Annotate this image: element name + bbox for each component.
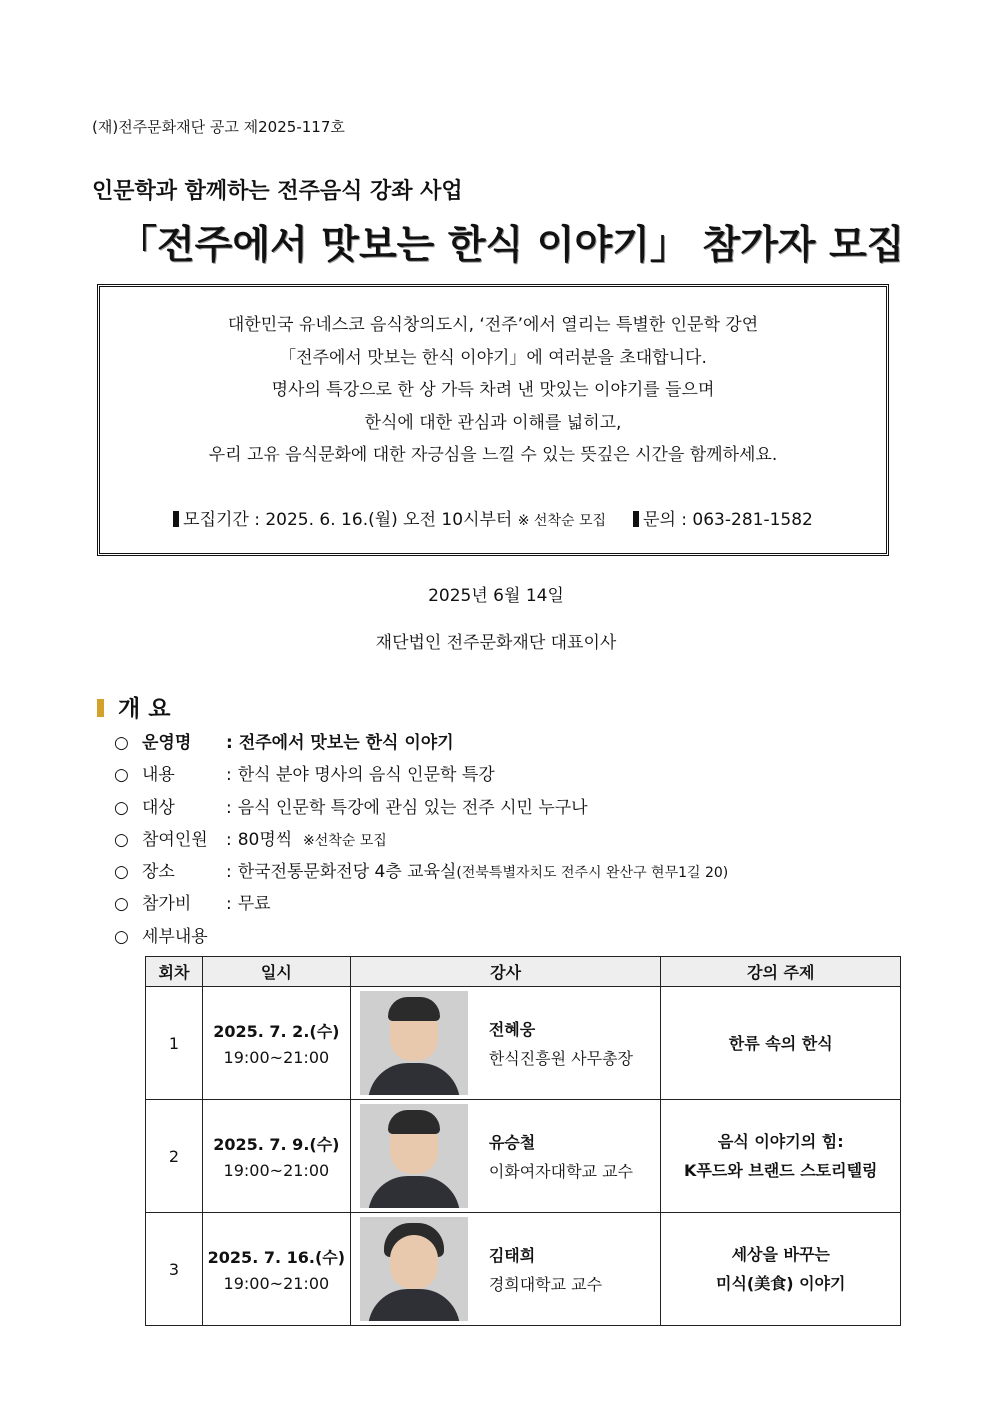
topic-line: 미식(美食) 이야기 [715, 1274, 846, 1293]
lecturer-affiliation: 한식진흥원 사무총장 [488, 1049, 634, 1068]
overview-item: ○ 장소 : 한국전통문화전당 4층 교육실(전북특별자치도 전주시 완산구 현무1길 20) [114, 856, 728, 888]
section-marker-icon [97, 699, 104, 717]
section-heading [97, 690, 170, 723]
overview-value: 한국전통문화전당 4층 교육실 [237, 862, 457, 883]
session-date: 2025. 7. 16.(수) [207, 1248, 346, 1267]
overview-list [114, 727, 728, 953]
circle-bullet-icon: ○ [114, 797, 129, 818]
lecturer-cell [350, 1213, 661, 1326]
notice-number: (재)전주문화재단 공고 제2025-117호 [92, 118, 345, 136]
session-time: 19:00~21:00 [223, 1274, 330, 1293]
overview-note: ※선착순 모집 [303, 832, 387, 849]
recruit-note: ※ 선착순 모집 [517, 513, 607, 529]
topic-line: K푸드와 브랜드 스토리텔링 [683, 1161, 878, 1180]
lecture-topic [661, 1100, 901, 1213]
overview-label: 참여인원 [142, 829, 208, 850]
overview-label: 세부내용 [142, 926, 208, 947]
lecturer-photo [360, 1217, 468, 1321]
page-subtitle: 인문학과 함께하는 전주음식 강좌 사업 [92, 179, 463, 204]
intro-line: 명사의 특강으로 한 상 가득 차려 낸 맛있는 이야기를 들으며 [271, 380, 715, 400]
lecturer-affiliation: 이화여자대학교 교수 [488, 1162, 634, 1181]
overview-item: ○ 대상 : 음식 인문학 특강에 관심 있는 전주 시민 누구나 [114, 792, 728, 824]
topic-line: 음식 이야기의 힘: [717, 1132, 844, 1151]
round-number: 2 [146, 1100, 203, 1213]
square-bullet-icon [173, 511, 179, 527]
header-lecturer: 강사 [350, 957, 661, 987]
circle-bullet-icon: ○ [114, 894, 129, 915]
intro-line: 대한민국 유네스코 음식창의도시, ‘전주’에서 열리는 특별한 인문학 강연 [227, 315, 759, 335]
overview-item: ○ 참가비 : 무료 [114, 888, 728, 920]
overview-label: 참가비 [142, 894, 192, 915]
lecture-topic [661, 987, 901, 1100]
topic-line: 한류 속의 한식 [728, 1033, 833, 1053]
session-datetime [202, 987, 350, 1100]
notice-date: 2025년 6월 14일 [428, 586, 564, 606]
overview-label: 내용 [142, 765, 175, 786]
round-number: 1 [146, 987, 203, 1100]
circle-bullet-icon: ○ [114, 733, 129, 753]
recruit-period: 모집기간 : 2025. 6. 16.(월) 오전 10시부터 [183, 510, 513, 530]
lecturer-cell [350, 1100, 661, 1213]
table-header-row [146, 957, 901, 987]
overview-item: ○ 참여인원 : 80명씩 ※선착순 모집 [114, 824, 728, 856]
section-title: 개 요 [118, 696, 171, 722]
session-date: 2025. 7. 9.(수) [213, 1135, 340, 1154]
overview-item [114, 921, 728, 953]
overview-label: 장소 [142, 862, 175, 883]
square-bullet-icon [633, 511, 639, 527]
session-time: 19:00~21:00 [223, 1048, 330, 1067]
lecturer-photo [360, 1104, 468, 1208]
intro-footer [100, 505, 886, 530]
overview-label: 운영명 [142, 733, 192, 753]
lecturer-photo [360, 991, 468, 1095]
overview-item: ○ 운영명 : 전주에서 맛보는 한식 이야기 [114, 727, 728, 759]
contact-info: 문의 : 063-281-1582 [643, 510, 813, 530]
overview-value: 무료 [237, 894, 271, 915]
schedule-table [145, 956, 901, 1326]
overview-label: 대상 [142, 797, 175, 818]
intro-line: 우리 고유 음식문화에 대한 자긍심을 느낄 수 있는 뜻깊은 시간을 함께하세요. [208, 445, 778, 465]
session-datetime [202, 1213, 350, 1326]
lecture-topic [661, 1213, 901, 1326]
overview-value: 전주에서 맛보는 한식 이야기 [238, 733, 454, 753]
overview-item: ○ 내용 : 한식 분야 명사의 음식 인문학 특강 [114, 759, 728, 791]
table-row [146, 1213, 901, 1326]
header-round: 회차 [146, 957, 203, 987]
circle-bullet-icon: ○ [114, 862, 129, 883]
intro-line: 「전주에서 맛보는 한식 이야기」에 여러분을 초대합니다. [279, 347, 707, 368]
page-title: 「전주에서 맛보는 한식 이야기」 참가자 모집 [118, 223, 905, 268]
organization-name: 재단법인 전주문화재단 대표이사 [375, 633, 617, 653]
overview-value: 음식 인문학 특강에 관심 있는 전주 시민 누구나 [237, 797, 588, 818]
header-topic: 강의 주제 [661, 957, 901, 987]
topic-line: 세상을 바꾸는 [731, 1245, 830, 1264]
overview-value: 한식 분야 명사의 음식 인문학 특강 [237, 765, 495, 786]
overview-note: (전북특별자치도 전주시 완산구 현무1길 20) [456, 865, 729, 882]
intro-line: 한식에 대한 관심과 이해를 넓히고, [364, 412, 622, 433]
circle-bullet-icon: ○ [114, 765, 129, 786]
round-number: 3 [146, 1213, 203, 1326]
header-datetime: 일시 [202, 957, 350, 987]
lecturer-name: 유승철 [488, 1133, 536, 1152]
lecturer-cell [350, 987, 661, 1100]
session-date: 2025. 7. 2.(수) [213, 1022, 340, 1041]
circle-bullet-icon: ○ [114, 829, 129, 850]
circle-bullet-icon: ○ [114, 926, 129, 947]
lecturer-affiliation: 경희대학교 교수 [488, 1275, 603, 1294]
overview-value: 80명씩 [237, 829, 293, 850]
lecturer-name: 전혜웅 [488, 1020, 536, 1039]
session-datetime [202, 1100, 350, 1213]
intro-text [100, 309, 886, 472]
lecturer-name: 김태희 [488, 1246, 536, 1265]
intro-box [97, 284, 889, 556]
table-row [146, 1100, 901, 1213]
table-row [146, 987, 901, 1100]
session-time: 19:00~21:00 [223, 1161, 330, 1180]
